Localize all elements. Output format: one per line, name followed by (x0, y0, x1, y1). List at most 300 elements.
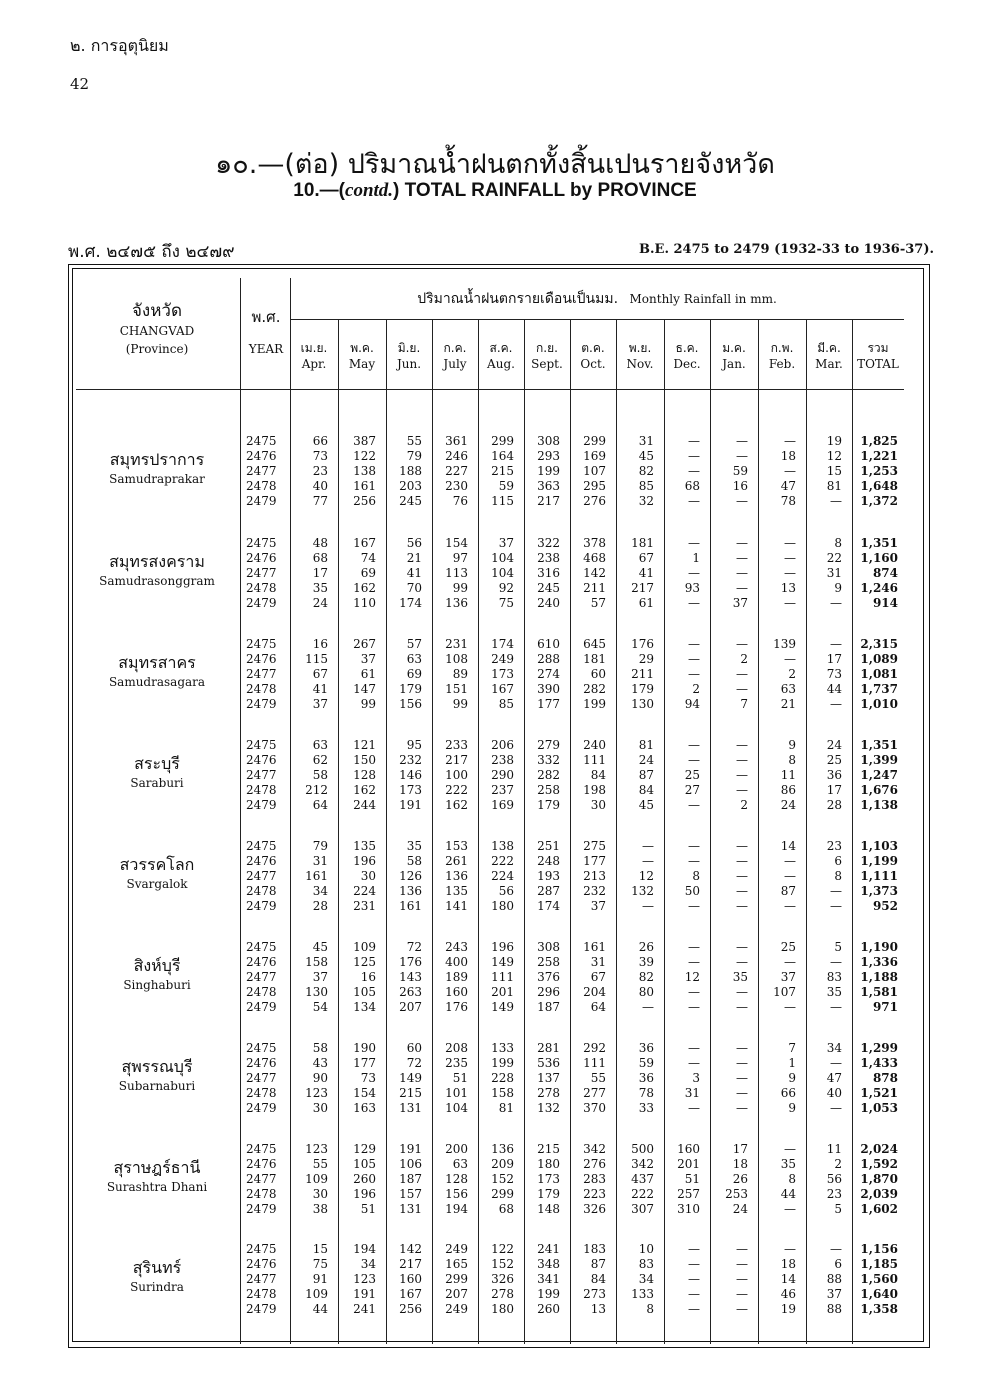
rainfall-cell: 7 (740, 697, 748, 711)
rainfall-cell: — (688, 1287, 700, 1301)
province-header-en: CHANGVAD (119, 324, 195, 338)
rainfall-cell: 72 (406, 1056, 422, 1070)
rainfall-cell: 36 (638, 1071, 654, 1085)
total-cell: 874 (872, 566, 898, 580)
rainfall-cell: 45 (638, 798, 654, 812)
rainfall-cell: 63 (406, 652, 422, 666)
month-header-6 (570, 340, 616, 372)
rainfall-cell: — (784, 652, 796, 666)
rainfall-cell: 79 (312, 839, 328, 853)
rainfall-cell: — (688, 1302, 700, 1316)
rainfall-cell: 105 (353, 985, 376, 999)
rainfall-cell: 196 (491, 940, 514, 954)
rainfall-cell: 45 (638, 449, 654, 463)
total-cell: 1,870 (860, 1172, 898, 1186)
rainfall-cell: 162 (353, 581, 376, 595)
rainfall-cell: 177 (537, 697, 560, 711)
rainfall-cell: 176 (445, 1000, 468, 1014)
rainfall-cell: 2 (740, 652, 748, 666)
month-header-7-thai: พ.ย. (628, 341, 652, 355)
rainfall-cell: 256 (353, 494, 376, 508)
year-cell: 2479 (246, 798, 277, 812)
rainfall-cell: 57 (406, 637, 422, 651)
rainfall-cell: 35 (732, 970, 748, 984)
rainfall-cell: 100 (445, 768, 468, 782)
rainfall-cell: — (736, 1287, 748, 1301)
rainfall-cell: — (688, 1041, 700, 1055)
rainfall-cell: — (688, 1056, 700, 1070)
rainfall-cell: — (736, 985, 748, 999)
rainfall-cell: 3 (692, 1071, 700, 1085)
rainfall-cell: 274 (537, 667, 560, 681)
rainfall-cell: 299 (491, 434, 514, 448)
rainfall-cell: 77 (312, 494, 328, 508)
rainfall-cell: 17 (732, 1142, 748, 1156)
rainfall-cell: — (736, 899, 748, 913)
rainfall-cell: 390 (537, 682, 560, 696)
rainfall-cell: 183 (583, 1242, 606, 1256)
rainfall-cell: 2 (834, 1157, 842, 1171)
rainfall-cell: — (688, 596, 700, 610)
rainfall-cell: — (830, 697, 842, 711)
rainfall-cell: — (736, 682, 748, 696)
rainfall-cell: 174 (491, 637, 514, 651)
rainfall-cell: 55 (312, 1157, 328, 1171)
rainfall-cell: 15 (826, 464, 842, 478)
rainfall-cell: 152 (491, 1257, 514, 1271)
title-en-suffix: ) TOTAL RAINFALL by PROVINCE (393, 180, 697, 201)
rainfall-cell: 9 (834, 581, 842, 595)
total-cell: 1,433 (860, 1056, 898, 1070)
rainfall-cell: 111 (491, 970, 514, 984)
total-cell: 1,560 (860, 1272, 898, 1286)
year-cell: 2475 (246, 1142, 277, 1156)
rainfall-cell: — (688, 1000, 700, 1014)
rainfall-cell: 290 (491, 768, 514, 782)
total-cell: 1,373 (860, 884, 898, 898)
year-cell: 2479 (246, 1000, 277, 1014)
table-row (76, 753, 906, 768)
province-name-en: Surindra (130, 1280, 184, 1294)
rainfall-cell: 110 (353, 596, 376, 610)
rainfall-cell: 161 (353, 479, 376, 493)
total-cell: 1,160 (860, 551, 898, 565)
rainfall-cell: 279 (537, 738, 560, 752)
rainfall-cell: 9 (788, 1071, 796, 1085)
province-block (76, 434, 906, 514)
rainfall-cell: 224 (353, 884, 376, 898)
rainfall-cell: 46 (780, 1287, 796, 1301)
rainfall-cell: — (784, 899, 796, 913)
total-cell: 1,399 (860, 753, 898, 767)
rainfall-cell: 64 (590, 1000, 606, 1014)
rainfall-cell: 25 (826, 753, 842, 767)
month-header-8-en: Dec. (673, 357, 701, 371)
rainfall-cell: — (784, 1242, 796, 1256)
table-row (76, 682, 906, 697)
rainfall-cell: — (830, 1242, 842, 1256)
rainfall-cell: 133 (631, 1287, 654, 1301)
title-english (0, 180, 990, 202)
table-row (76, 637, 906, 652)
monthly-rainfall-header (290, 288, 904, 310)
total-cell: 1,737 (860, 682, 898, 696)
rainfall-cell: 143 (399, 970, 422, 984)
rainfall-cell: 211 (583, 581, 606, 595)
table-row (76, 1287, 906, 1302)
rainfall-cell: 51 (684, 1172, 700, 1186)
rainfall-cell: 370 (583, 1101, 606, 1115)
table-row (76, 1302, 906, 1317)
table-row (76, 479, 906, 494)
rainfall-cell: 130 (631, 697, 654, 711)
rainfall-cell: 308 (537, 434, 560, 448)
rainfall-cell: 8 (788, 1172, 796, 1186)
rainfall-cell: 260 (537, 1302, 560, 1316)
rainfall-cell: 139 (773, 637, 796, 651)
rainfall-cell: — (736, 1086, 748, 1100)
rainfall-cell: 249 (445, 1242, 468, 1256)
province-block (76, 1142, 906, 1222)
rainfall-cell: 173 (399, 783, 422, 797)
rainfall-cell: 60 (590, 667, 606, 681)
year-cell: 2479 (246, 494, 277, 508)
rainfall-cell: 238 (537, 551, 560, 565)
rainfall-cell: 14 (780, 1272, 796, 1286)
rainfall-cell: 18 (780, 449, 796, 463)
rainfall-cell: 136 (445, 869, 468, 883)
rainfall-cell: 153 (445, 839, 468, 853)
rainfall-cell: 307 (631, 1202, 654, 1216)
month-header-9 (710, 340, 758, 372)
year-column-header (244, 306, 288, 356)
rainfall-cell: 177 (353, 1056, 376, 1070)
year-cell: 2477 (246, 464, 277, 478)
total-cell: 1,299 (860, 1041, 898, 1055)
table-row (76, 1142, 906, 1157)
table-row (76, 899, 906, 914)
rainfall-cell: 341 (537, 1272, 560, 1286)
rainfall-cell: 193 (537, 869, 560, 883)
table-row (76, 551, 906, 566)
rainfall-cell: 223 (583, 1187, 606, 1201)
rainfall-cell: 36 (826, 768, 842, 782)
rainfall-cell: 278 (537, 1086, 560, 1100)
rainfall-cell: 31 (312, 854, 328, 868)
rainfall-cell: — (736, 1272, 748, 1286)
total-cell: 1,089 (860, 652, 898, 666)
year-cell: 2475 (246, 738, 277, 752)
table-row (76, 854, 906, 869)
month-header-4-thai: ส.ค. (489, 341, 513, 355)
rainfall-cell: 179 (631, 682, 654, 696)
rainfall-cell: 149 (491, 955, 514, 969)
total-cell: 1,185 (860, 1257, 898, 1271)
rainfall-cell: 123 (305, 1086, 328, 1100)
rainfall-cell: 8 (788, 753, 796, 767)
rainfall-cell: 122 (491, 1242, 514, 1256)
month-header-2-thai: มิ.ย. (397, 341, 421, 355)
rainfall-cell: 24 (312, 596, 328, 610)
rainfall-cell: 69 (406, 667, 422, 681)
rainfall-cell: — (784, 955, 796, 969)
total-cell: 1,247 (860, 768, 898, 782)
rainfall-cell: 82 (638, 464, 654, 478)
table-row (76, 697, 906, 712)
total-cell: 914 (872, 596, 898, 610)
rainfall-cell: 35 (312, 581, 328, 595)
rainfall-cell: 29 (638, 652, 654, 666)
rainfall-cell: 38 (312, 1202, 328, 1216)
rainfall-cell: — (688, 667, 700, 681)
rainfall-cell: — (736, 768, 748, 782)
year-cell: 2475 (246, 940, 277, 954)
rainfall-cell: 87 (590, 1257, 606, 1271)
month-header-3 (432, 340, 478, 372)
table-row (76, 581, 906, 596)
total-cell: 1,188 (860, 970, 898, 984)
rainfall-cell: 211 (631, 667, 654, 681)
rainfall-cell: 251 (537, 839, 560, 853)
table-row (76, 985, 906, 1000)
rainfall-cell: 277 (583, 1086, 606, 1100)
rainfall-cell: 196 (353, 1187, 376, 1201)
table-row (76, 1056, 906, 1071)
rainfall-cell: 37 (498, 536, 514, 550)
rainfall-cell: 468 (583, 551, 606, 565)
year-cell: 2476 (246, 1257, 277, 1271)
rainfall-cell: 500 (631, 1142, 654, 1156)
month-header-11-en: Mar. (815, 357, 843, 371)
rainfall-cell: — (830, 494, 842, 508)
month-header-8 (664, 340, 710, 372)
rainfall-cell: 109 (305, 1172, 328, 1186)
rainfall-cell: 79 (406, 449, 422, 463)
rainfall-cell: 55 (590, 1071, 606, 1085)
rainfall-cell: — (830, 955, 842, 969)
rainfall-cell: 115 (491, 494, 514, 508)
rainfall-cell: 296 (537, 985, 560, 999)
rainfall-cell: — (784, 536, 796, 550)
rainfall-cell: 199 (583, 697, 606, 711)
rainfall-cell: 276 (583, 1157, 606, 1171)
rainfall-cell: 295 (583, 479, 606, 493)
rainfall-cell: 12 (638, 869, 654, 883)
rainfall-cell: 308 (537, 940, 560, 954)
rainfall-cell: 194 (445, 1202, 468, 1216)
rule-under-monthly-title (290, 319, 904, 320)
rainfall-cell: 73 (826, 667, 842, 681)
total-cell: 952 (872, 899, 898, 913)
province-name-thai: สุพรรณบุรี (121, 1057, 193, 1076)
page-number: 42 (70, 75, 90, 93)
province-header-en-sub: (Province) (125, 342, 189, 356)
rainfall-cell: 199 (491, 1056, 514, 1070)
rainfall-cell: 136 (399, 884, 422, 898)
rainfall-cell: 31 (638, 434, 654, 448)
rainfall-cell: 99 (452, 697, 468, 711)
rainfall-cell: 107 (583, 464, 606, 478)
rainfall-cell: 189 (445, 970, 468, 984)
rainfall-cell: 156 (445, 1187, 468, 1201)
rainfall-cell: 180 (537, 1157, 560, 1171)
rainfall-cell: — (688, 854, 700, 868)
rainfall-cell: 37 (312, 697, 328, 711)
rainfall-cell: 35 (406, 839, 422, 853)
rainfall-cell: 136 (491, 1142, 514, 1156)
rainfall-cell: 187 (537, 1000, 560, 1014)
table-row (76, 566, 906, 581)
rainfall-cell: 142 (583, 566, 606, 580)
rainfall-cell: 24 (732, 1202, 748, 1216)
rainfall-cell: 35 (780, 1157, 796, 1171)
rainfall-cell: 25 (780, 940, 796, 954)
rainfall-cell: — (688, 494, 700, 508)
rainfall-cell: 249 (445, 1302, 468, 1316)
total-cell: 1,081 (860, 667, 898, 681)
table-row (76, 652, 906, 667)
rainfall-cell: 215 (537, 1142, 560, 1156)
table-row (76, 783, 906, 798)
rainfall-cell: — (736, 839, 748, 853)
rainfall-cell: 19 (826, 434, 842, 448)
rainfall-cell: 263 (399, 985, 422, 999)
rainfall-cell: 28 (312, 899, 328, 913)
month-header-1 (338, 340, 386, 372)
province-name-thai: สมุทรสงคราม (109, 552, 205, 571)
province-name-thai: สิงห์บุรี (133, 956, 181, 975)
rainfall-cell: 299 (445, 1272, 468, 1286)
month-header-10 (758, 340, 806, 372)
rainfall-cell: 9 (788, 1101, 796, 1115)
table-row (76, 1172, 906, 1187)
table-row (76, 1071, 906, 1086)
rainfall-cell: 169 (491, 798, 514, 812)
rainfall-cell: 361 (445, 434, 468, 448)
rainfall-cell: 37 (360, 652, 376, 666)
province-name-en: Samudrasagara (108, 675, 206, 689)
rainfall-cell: 131 (399, 1202, 422, 1216)
rainfall-cell: 109 (305, 1287, 328, 1301)
rainfall-cell: 12 (684, 970, 700, 984)
rainfall-cell: 63 (780, 682, 796, 696)
rainfall-cell: 106 (399, 1157, 422, 1171)
rainfall-cell: 536 (537, 1056, 560, 1070)
rainfall-cell: — (736, 536, 748, 550)
rainfall-cell: — (736, 940, 748, 954)
rainfall-cell: 13 (780, 581, 796, 595)
year-cell: 2478 (246, 1187, 277, 1201)
rainfall-cell: — (688, 738, 700, 752)
section-heading: ๒. การอุตุนิยม (70, 36, 169, 55)
rainfall-cell: 363 (537, 479, 560, 493)
rainfall-cell: 51 (360, 1202, 376, 1216)
rainfall-cell: 11 (826, 1142, 842, 1156)
rainfall-cell: — (784, 854, 796, 868)
month-header-0-en: Apr. (301, 357, 327, 371)
rainfall-cell: — (784, 596, 796, 610)
total-cell: 1,010 (860, 697, 898, 711)
rainfall-cell: 198 (583, 783, 606, 797)
rainfall-cell: 75 (312, 1257, 328, 1271)
rainfall-cell: 348 (537, 1257, 560, 1271)
rainfall-cell: 58 (312, 768, 328, 782)
rainfall-cell: 256 (399, 1302, 422, 1316)
rainfall-cell: 21 (780, 697, 796, 711)
total-cell: 2,039 (860, 1187, 898, 1201)
rainfall-cell: 232 (399, 753, 422, 767)
rainfall-cell: 135 (353, 839, 376, 853)
rainfall-cell: 44 (826, 682, 842, 696)
rainfall-cell: — (688, 1242, 700, 1256)
rainfall-cell: 6 (834, 854, 842, 868)
rainfall-cell: 222 (445, 783, 468, 797)
rainfall-cell: — (784, 1202, 796, 1216)
rainfall-cell: 86 (780, 783, 796, 797)
month-header-5-thai: ก.ย. (536, 341, 558, 355)
province-name-thai: สุราษฎร์ธานี (113, 1158, 201, 1177)
rainfall-cell: 104 (491, 551, 514, 565)
rainfall-cell: 78 (638, 1086, 654, 1100)
rainfall-cell: 24 (638, 753, 654, 767)
rainfall-cell: 57 (590, 596, 606, 610)
rainfall-cell: 5 (834, 940, 842, 954)
rainfall-cell: 1 (788, 1056, 796, 1070)
total-header-thai: รวม (867, 341, 889, 355)
rainfall-cell: 107 (773, 985, 796, 999)
period-english: B.E. 2475 to 2479 (1932-33 to 1936-37). (639, 242, 934, 257)
table-row (76, 596, 906, 611)
rainfall-cell: — (736, 551, 748, 565)
table-row (76, 1086, 906, 1101)
rainfall-cell: 8 (692, 869, 700, 883)
rainfall-cell: 104 (445, 1101, 468, 1115)
rainfall-cell: 95 (406, 738, 422, 752)
rainfall-cell: 62 (312, 753, 328, 767)
rainfall-cell: 128 (445, 1172, 468, 1186)
rainfall-cell: — (688, 652, 700, 666)
month-header-6-en: Oct. (580, 357, 606, 371)
year-cell: 2476 (246, 652, 277, 666)
rainfall-cell: 376 (537, 970, 560, 984)
year-cell: 2475 (246, 434, 277, 448)
rainfall-cell: 73 (360, 1071, 376, 1085)
rainfall-cell: 437 (631, 1172, 654, 1186)
rainfall-cell: 83 (638, 1257, 654, 1271)
rainfall-cell: 30 (360, 869, 376, 883)
rainfall-cell: 131 (399, 1101, 422, 1115)
rainfall-cell: 27 (684, 783, 700, 797)
total-cell: 1,602 (860, 1202, 898, 1216)
rainfall-cell: 123 (353, 1272, 376, 1286)
rainfall-cell: 230 (445, 479, 468, 493)
rainfall-cell: 206 (491, 738, 514, 752)
rainfall-cell: 161 (399, 899, 422, 913)
year-cell: 2478 (246, 479, 277, 493)
rainfall-cell: — (784, 1142, 796, 1156)
table-row (76, 1000, 906, 1015)
rainfall-cell: 34 (638, 1272, 654, 1286)
rainfall-cell: 2 (692, 682, 700, 696)
table-row (76, 940, 906, 955)
province-block (76, 940, 906, 1020)
rainfall-cell: 176 (399, 955, 422, 969)
rainfall-cell: 99 (452, 581, 468, 595)
total-cell: 1,351 (860, 536, 898, 550)
rainfall-cell: 282 (537, 768, 560, 782)
province-name-en: Surashtra Dhani (106, 1180, 208, 1194)
rainfall-cell: 174 (399, 596, 422, 610)
